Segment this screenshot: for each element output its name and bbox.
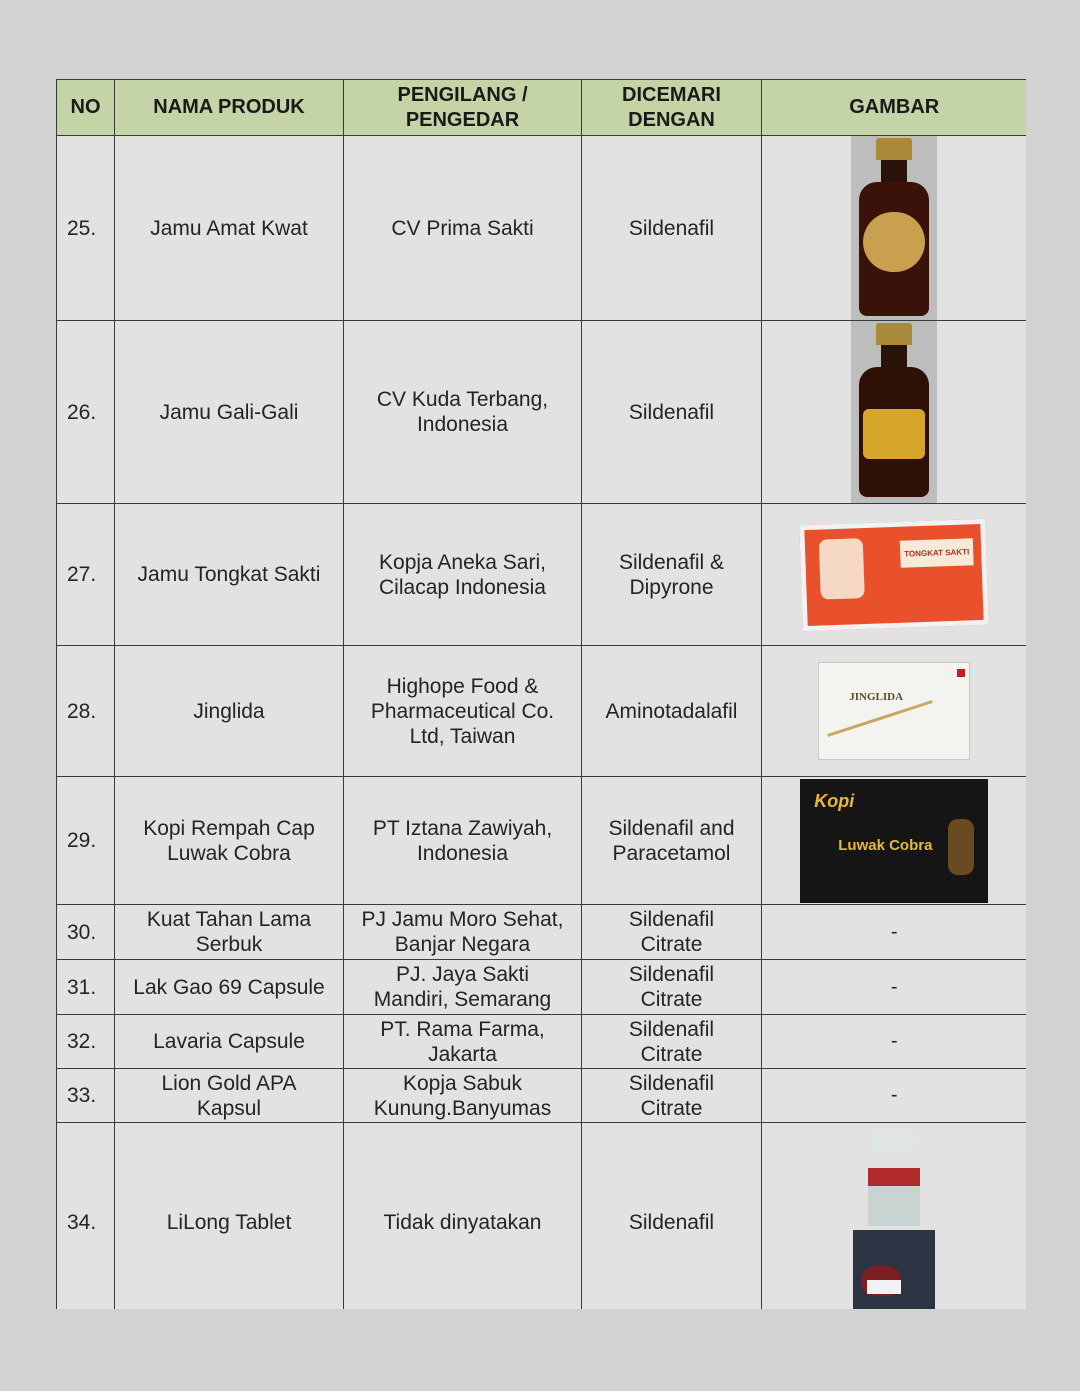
contaminant: Sildenafil & Dipyrone (582, 504, 762, 646)
product-image-cell (762, 504, 1027, 646)
manufacturer: PT Iztana Zawiyah, Indonesia (344, 777, 582, 905)
table-row (57, 1123, 1027, 1310)
header-name: NAMA PRODUK (115, 80, 344, 136)
contaminant: Sildenafil (582, 321, 762, 504)
table-row (57, 777, 1027, 905)
product-image-cell (762, 136, 1027, 321)
contaminant: Sildenafil (582, 136, 762, 321)
product-photo-bottle (851, 136, 937, 320)
manufacturer: Highope Food & Pharmaceutical Co. Ltd, Taiwan (344, 646, 582, 777)
product-image-cell (762, 646, 1027, 777)
product-image-cell (762, 777, 1027, 905)
header-image: GAMBAR (762, 80, 1027, 136)
header-no: NO (57, 80, 115, 136)
table-row (57, 646, 1027, 777)
manufacturer: CV Kuda Terbang, Indonesia (344, 321, 582, 504)
header-contaminant: DICEMARI DENGAN (582, 80, 762, 136)
sachet-label: TONGKAT SAKTI (900, 538, 974, 568)
row-number: 26. (57, 321, 115, 504)
row-number: 34. (57, 1123, 115, 1310)
product-image-cell (762, 321, 1027, 504)
table-row (57, 1069, 1027, 1123)
product-name: LiLong Tablet (115, 1123, 344, 1310)
manufacturer: Kopja Aneka Sari, Cilacap Indonesia (344, 504, 582, 646)
no-image: - (762, 1069, 1027, 1123)
table-row (57, 504, 1027, 646)
document-sheet (56, 79, 1026, 1309)
product-name: Kopi Rempah Cap Luwak Cobra (115, 777, 344, 905)
product-name: Jinglida (115, 646, 344, 777)
table-row (57, 1015, 1027, 1069)
row-number: 32. (57, 1015, 115, 1069)
header-row (57, 80, 1027, 136)
product-photo-bottle (851, 321, 937, 503)
product-name: Jamu Amat Kwat (115, 136, 344, 321)
product-table (56, 79, 1026, 1309)
row-number: 29. (57, 777, 115, 905)
row-number: 31. (57, 960, 115, 1015)
product-name: Lak Gao 69 Capsule (115, 960, 344, 1015)
contaminant: Sildenafil and Paracetamol (582, 777, 762, 905)
row-number: 33. (57, 1069, 115, 1123)
table-row (57, 960, 1027, 1015)
sachet-name: Luwak Cobra (838, 836, 933, 854)
row-number: 27. (57, 504, 115, 646)
manufacturer: PJ Jamu Moro Sehat, Banjar Negara (344, 905, 582, 960)
header-maker: PENGILANG / PENGEDAR (344, 80, 582, 136)
product-name: Lavaria Capsule (115, 1015, 344, 1069)
manufacturer: Tidak dinyatakan (344, 1123, 582, 1310)
contaminant: Sildenafil Citrate (582, 1015, 762, 1069)
row-number: 28. (57, 646, 115, 777)
box-label: JINGLIDA (849, 691, 904, 703)
no-image: - (762, 960, 1027, 1015)
manufacturer: PJ. Jaya Sakti Mandiri, Semarang (344, 960, 582, 1015)
product-image-cell (762, 1123, 1027, 1310)
product-photo-box (818, 662, 970, 760)
product-name: Jamu Tongkat Sakti (115, 504, 344, 646)
manufacturer: Kopja Sabuk Kunung.Banyumas (344, 1069, 582, 1123)
product-name: Jamu Gali-Gali (115, 321, 344, 504)
manufacturer: PT. Rama Farma, Jakarta (344, 1015, 582, 1069)
contaminant: Sildenafil Citrate (582, 1069, 762, 1123)
row-number: 30. (57, 905, 115, 960)
contaminant: Aminotadalafil (582, 646, 762, 777)
product-name: Lion Gold APA Kapsul (115, 1069, 344, 1123)
product-name: Kuat Tahan Lama Serbuk (115, 905, 344, 960)
table-row (57, 136, 1027, 321)
contaminant: Sildenafil Citrate (582, 960, 762, 1015)
product-photo-jar-box (852, 1130, 936, 1310)
table-row (57, 321, 1027, 504)
row-number: 25. (57, 136, 115, 321)
contaminant: Sildenafil Citrate (582, 905, 762, 960)
no-image: - (762, 1015, 1027, 1069)
contaminant: Sildenafil (582, 1123, 762, 1310)
product-photo-sachet-black (800, 779, 988, 903)
no-image: - (762, 905, 1027, 960)
product-photo-sachet (799, 518, 989, 630)
table-row (57, 905, 1027, 960)
sachet-brand: Kopi (814, 790, 855, 811)
manufacturer: CV Prima Sakti (344, 136, 582, 321)
